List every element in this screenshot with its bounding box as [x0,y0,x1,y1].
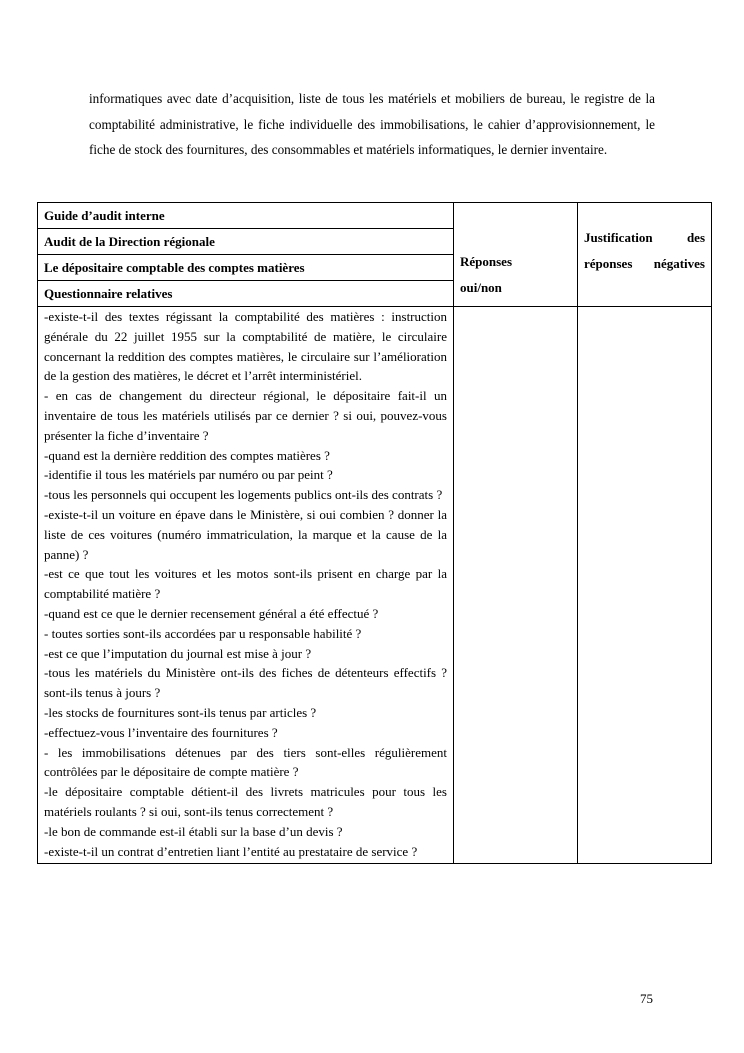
justification-answer-cell[interactable] [578,307,712,864]
question-item: -existe-t-il des textes régissant la comptabilité des matières : instruction générale du 22 juillet 1955 sur la comptabilité de matière, le circulaire concernant la reddition des comptes matières, le circulaire sur l’amélioration de la gestion des matières, le décret et l’arrêt interministériel. [44,309,447,384]
question-item: -existe-t-il un voiture en épave dans le Ministère, si oui combien ? donner la liste de ces voitures (numéro immatriculation, la marque et la cause de la panne) ? [44,506,447,562]
header-audit-direction: Audit de la Direction régionale [38,229,454,255]
question-item: -les stocks de fournitures sont-ils tenus par articles ? [44,704,317,720]
question-item: - toutes sorties sont-ils accordées par u responsable habilité ? [44,625,362,641]
header-justification-line2: réponses négatives [584,256,705,271]
header-responses [454,203,578,307]
audit-questionnaire-table [37,202,712,864]
question-item: -quand est la dernière reddition des comptes matières ? [44,447,330,463]
intro-paragraph: informatiques avec date d’acquisition, liste de tous les matériels et mobiliers de bureau, le registre de la comptabilité administrative, le fiche individuelle des immobilisations, le cahier d’approvisionnement, le fiche de stock des fournitures, des consommables et matériels informatiques, le dernier inventaire. [89,91,655,157]
header-responses-line2: oui/non [460,279,502,295]
question-item: -quand est ce que le dernier recensement général a été effectué ? [44,605,379,621]
header-row-1 [38,203,712,229]
responses-answer-cell[interactable] [454,307,578,864]
header-guide: Guide d’audit interne [38,203,454,229]
question-item: - les immobilisations détenues par des tiers sont-elles régulièrement contrôlées par le dépositaire de compte matière ? [44,744,447,780]
question-item: -effectuez-vous l’inventaire des fournitures ? [44,724,278,740]
question-item: -est ce que l’imputation du journal est mise à jour ? [44,645,312,661]
header-questionnaire: Questionnaire relatives [38,281,454,307]
header-justification [578,203,712,307]
question-item: -le dépositaire comptable détient-il des livrets matricules pour tous les matériels roulants ? si oui, sont-ils tenus correctement ? [44,784,447,819]
question-item: -tous les personnels qui occupent les logements publics ont-ils des contrats ? [44,487,443,503]
header-responses-line1: Réponses [460,253,513,269]
questions-row [38,307,712,864]
header-justification-line1: Justification des [584,230,705,245]
question-item: -existe-t-il un contrat d’entretien liant l’entité au prestataire de service ? [44,843,418,859]
questions-cell [38,307,454,864]
page-number: 75 [640,991,653,1006]
question-item: - en cas de changement du directeur régional, le dépositaire fait-il un inventaire de tous les matériels utilisés par ce dernier ? si oui, pouvez-vous présenter la fiche d’inventaire ? [44,388,447,443]
question-item: -le bon de commande est-il établi sur la base d’un devis ? [44,823,343,839]
question-item: -identifie il tous les matériels par numéro ou par peint ? [44,467,333,483]
question-item: -est ce que tout les voitures et les motos sont-ils prisent en charge par la comptabilité matière ? [44,566,447,602]
question-item: -tous les matériels du Ministère ont-ils des fiches de détenteurs effectifs ? sont-ils tenus à jours ? [44,665,447,701]
header-depositaire: Le dépositaire comptable des comptes matières [38,255,454,281]
